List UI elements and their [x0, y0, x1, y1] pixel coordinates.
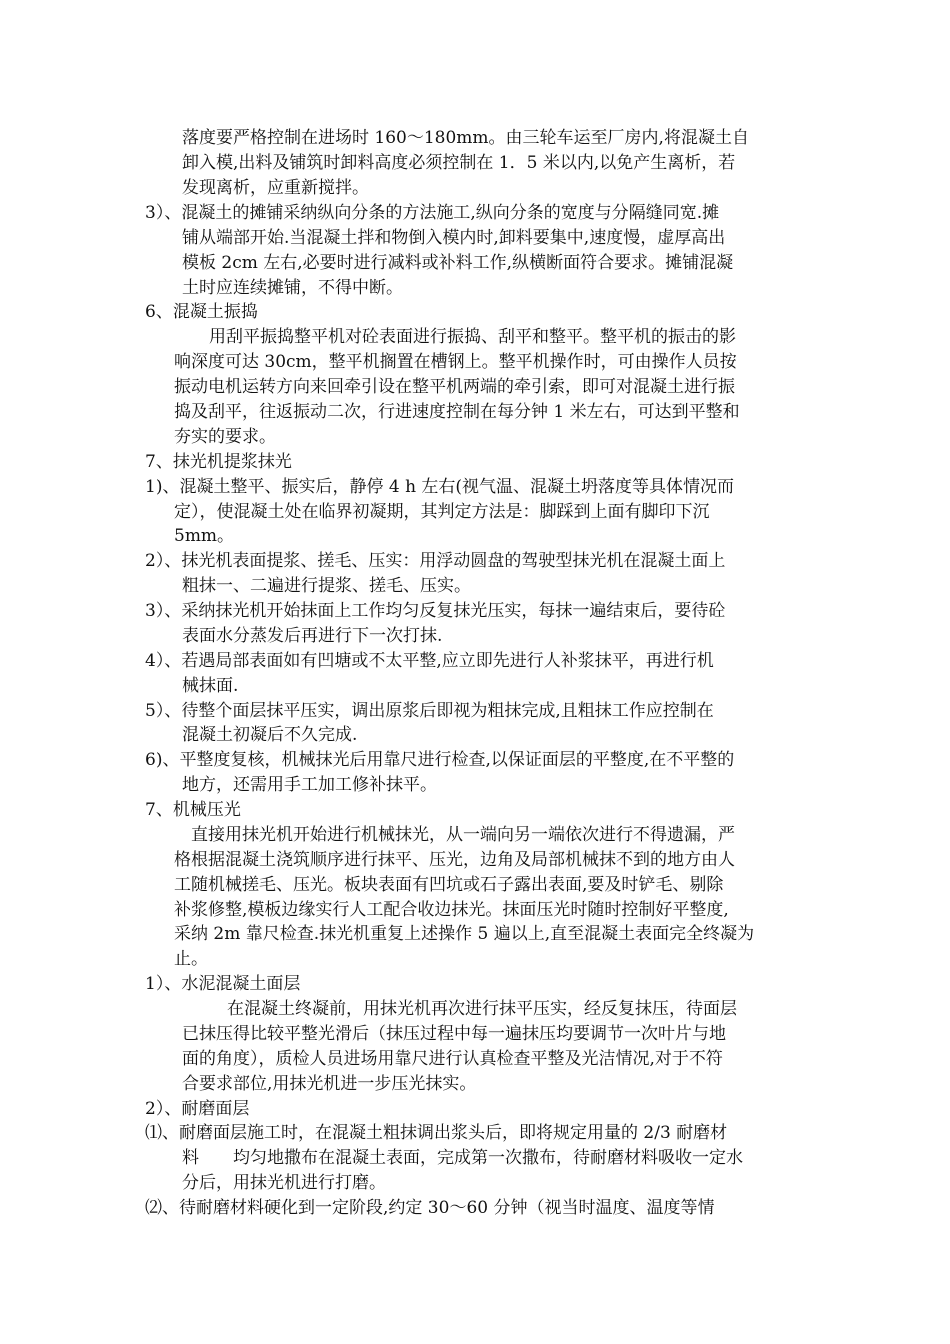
text-line: 定），使混凝土处在临界初凝期，其判定方法是：脚踩到上面有脚印下沉 — [174, 502, 710, 522]
list-item-heading: 1）、水泥混凝土面层 — [145, 974, 301, 994]
text-line: 铺从端部开始.当混凝土拌和物倒入模内时,卸料要集中,速度慢，虚厚高出 — [182, 228, 726, 248]
text-line: 5mm。 — [174, 526, 235, 546]
text-line: 分后，用抹光机进行打磨。 — [182, 1173, 386, 1193]
section-heading: 7、抹光机提浆抹光 — [145, 452, 292, 472]
text-line: 表面水分蒸发后再进行下一次打抹. — [182, 626, 443, 646]
text-line: 料 均匀地撒布在混凝土表面，完成第一次撒布，待耐磨材料吸收一定水 — [182, 1148, 743, 1168]
list-item-heading: 1)、混凝土整平、振实后，静停 4 h 左右(视气温、混凝土坍落度等具体情况而 — [145, 477, 735, 497]
text-line: 补浆修整,模板边缘实行人工配合收边抹光。抹面压光时随时控制好平整度, — [174, 900, 729, 920]
text-line: 夯实的要求。 — [174, 427, 276, 447]
list-item-heading: ⑴、耐磨面层施工时，在混凝土粗抹调出浆头后，即将规定用量的 2/3 耐磨材 — [145, 1123, 728, 1143]
text-line: 地方，还需用手工加工修补抹平。 — [182, 775, 437, 795]
text-line: 用刮平振捣整平机对砼表面进行振捣、刮平和整平。整平机的振击的影 — [209, 327, 736, 347]
list-item-heading: 6)、平整度复核，机械抹光后用靠尺进行检查,以保证面层的平整度,在不平整的 — [145, 750, 735, 770]
text-line: 落度要严格控制在进场时 160～180mm。由三轮车运至厂房内,将混凝土自 — [182, 128, 749, 148]
list-item-heading: 4）、若遇局部表面如有凹塘或不太平整,应立即先进行人补浆抹平，再进行机 — [145, 651, 714, 671]
text-line: 响深度可达 30cm，整平机搁置在槽钢上。整平机操作时，可由操作人员按 — [174, 352, 737, 372]
text-line: 卸入模,出料及铺筑时卸料高度必须控制在 1．5 米以内,以免产生离析，若 — [182, 153, 736, 173]
text-line: 模板 2cm 左右,必要时进行减料或补料工作,纵横断面符合要求。摊铺混凝 — [182, 253, 734, 273]
text-line: 止。 — [174, 949, 208, 969]
list-item-heading: ⑵、待耐磨材料硬化到一定阶段,约定 30～60 分钟（视当时温度、温度等情 — [145, 1198, 715, 1218]
list-item-heading: 3）、混凝土的摊铺采纳纵向分条的方法施工,纵向分条的宽度与分隔缝同宽.摊 — [145, 203, 720, 223]
section-heading: 6、混凝土振捣 — [145, 302, 258, 322]
text-line: 工随机械搓毛、压光。板块表面有凹坑或石子露出表面,要及时铲毛、剔除 — [174, 875, 724, 895]
list-item-heading: 5）、待整个面层抹平压实，调出原浆后即视为粗抹完成,且粗抹工作应控制在 — [145, 701, 714, 721]
text-line: 发现离析，应重新搅拌。 — [182, 178, 369, 198]
list-item-heading: 2）、抹光机表面提浆、搓毛、压实：用浮动圆盘的驾驶型抹光机在混凝土面上 — [145, 551, 726, 571]
text-line: 直接用抹光机开始进行机械抹光，从一端向另一端依次进行不得遗漏，严 — [191, 825, 735, 845]
text-line: 已抹压得比较平整光滑后（抹压过程中每一遍抹压均要调节一次叶片与地 — [182, 1024, 726, 1044]
text-line: 采纳 2m 靠尺检查.抹光机重复上述操作 5 遍以上,直至混凝土表面完全终凝为 — [174, 924, 755, 944]
text-line: 混凝土初凝后不久完成. — [182, 725, 358, 745]
text-line: 土时应连续摊铺，不得中断。 — [182, 278, 403, 298]
section-heading: 7、机械压光 — [145, 800, 241, 820]
text-line: 捣及刮平，往返振动二次，行进速度控制在每分钟 1 米左右，可达到平整和 — [174, 402, 740, 422]
text-line: 格根据混凝土浇筑顺序进行抹平、压光，边角及局部机械抹不到的地方由人 — [174, 850, 735, 870]
text-line: 合要求部位,用抹光机进一步压光抹实。 — [182, 1074, 477, 1094]
text-line: 粗抹一、二遍进行提浆、搓毛、压实。 — [182, 576, 471, 596]
list-item-heading: 2）、耐磨面层 — [145, 1099, 250, 1119]
list-item-heading: 3）、采纳抹光机开始抹面上工作均匀反复抹光压实，每抹一遍结束后，要待砼 — [145, 601, 726, 621]
text-line: 械抹面. — [182, 676, 239, 696]
text-line: 在混凝土终凝前，用抹光机再次进行抹平压实，经反复抹压，待面层 — [227, 999, 737, 1019]
text-line: 振动电机运转方向来回牵引设在整平机两端的牵引索，即可对混凝土进行振 — [174, 377, 735, 397]
text-line: 面的角度），质检人员进场用靠尺进行认真检查平整及光洁情况,对于不符 — [182, 1049, 723, 1069]
